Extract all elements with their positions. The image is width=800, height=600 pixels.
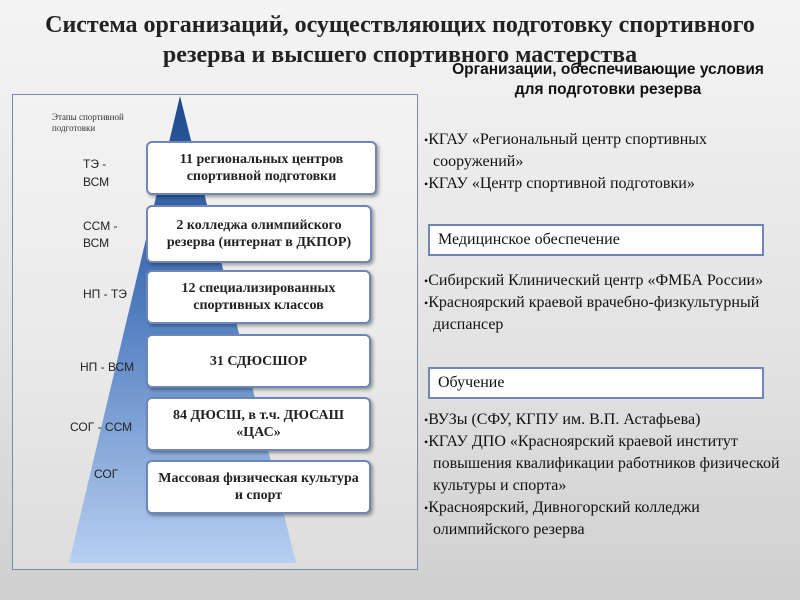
- right-column-heading: Организации, обеспечивающие условия для подготовки резерва: [452, 61, 764, 98]
- level-box: Массовая физическая культура и спорт: [146, 460, 371, 514]
- support-organizations-list: [424, 129, 784, 195]
- list-item: • КГАУ «Региональный центр спортивных сооружений»: [424, 129, 784, 173]
- list-item: • ВУЗы (СФУ, КГПУ им. В.П. Астафьева): [424, 409, 784, 431]
- stage-label: ССМ -: [83, 219, 118, 233]
- stages-title: Этапы спортивной подготовки: [52, 112, 124, 133]
- level-box: 84 ДЮСШ, в т.ч. ДЮСАШ «ЦАС»: [146, 397, 371, 451]
- list-item: • Сибирский Клинический центр «ФМБА России»: [424, 270, 784, 292]
- level-box: 12 специализированных спортивных классов: [146, 270, 371, 324]
- stage-label: СОГ: [94, 467, 119, 481]
- level-box: 11 региональных центров спортивной подготовки: [146, 141, 377, 195]
- stage-label: ТЭ -: [83, 157, 107, 171]
- stage-label: НП - ТЭ: [83, 287, 127, 301]
- education-organizations-list: [424, 409, 784, 541]
- page-title: Система организаций, осуществляющих подготовку спортивного резерва и высшего спортивного мастерства: [45, 12, 755, 68]
- stage-label: ВСМ: [83, 175, 110, 189]
- level-box: 31 СДЮСШОР: [146, 334, 371, 388]
- level-box: 2 колледжа олимпийского резерва (интернат в ДКПОР): [146, 205, 372, 263]
- list-item: • Красноярский краевой врачебно-физкультурный диспансер: [424, 292, 784, 336]
- medical-organizations-list: [424, 270, 784, 336]
- stage-label: НП - ВСМ: [80, 360, 135, 374]
- list-item: • Красноярский, Дивногорский колледжи олимпийского резерва: [424, 497, 784, 541]
- education-section-header: Обучение: [428, 367, 764, 399]
- medical-section-header: Медицинское обеспечение: [428, 224, 764, 256]
- stage-label: СОГ - ССМ: [70, 420, 133, 434]
- stage-label: ВСМ: [83, 236, 110, 250]
- list-item: • КГАУ ДПО «Красноярский краевой институт повышения квалификации работников физической культуры и спорта»: [424, 431, 784, 497]
- list-item: • КГАУ «Центр спортивной подготовки»: [424, 173, 784, 195]
